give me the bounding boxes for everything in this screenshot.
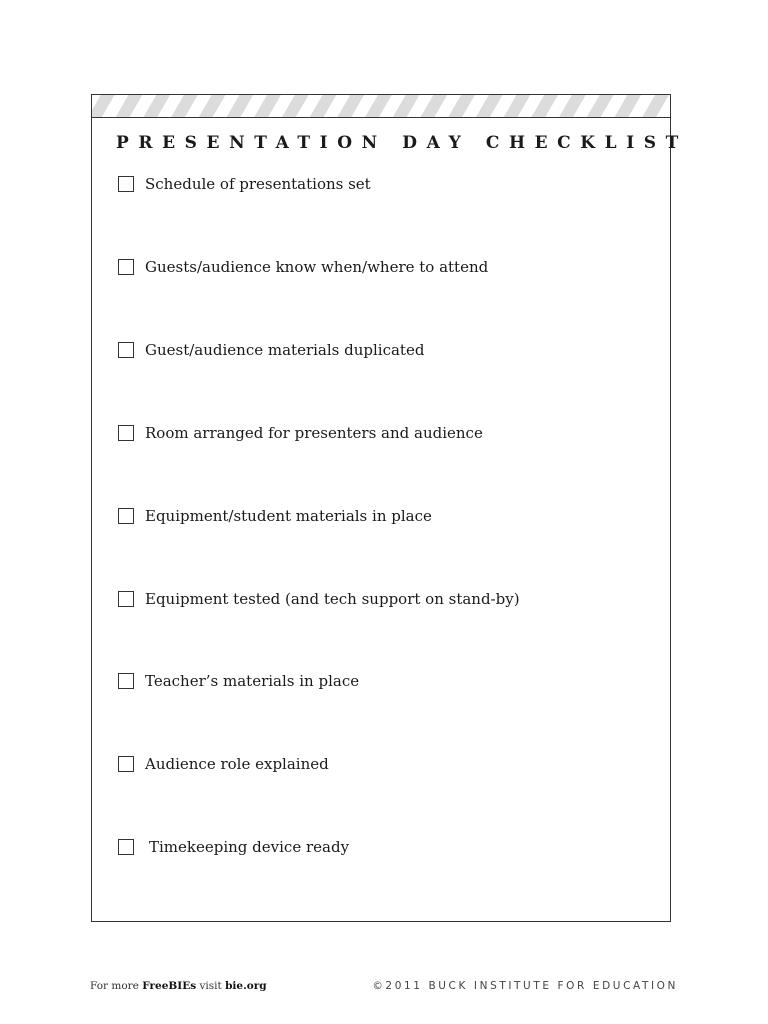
checklist-item-label: Equipment/student materials in place <box>145 507 432 525</box>
checklist-item-label: Schedule of presentations set <box>145 175 371 193</box>
checklist-item-label: Audience role explained <box>145 755 329 773</box>
checklist-item-label: Guest/audience materials duplicated <box>145 341 425 359</box>
checklist-item[interactable] <box>118 505 432 527</box>
checkbox[interactable] <box>118 425 134 441</box>
footer-prefix: For more <box>90 980 143 992</box>
checkbox[interactable] <box>118 673 134 689</box>
checkbox[interactable] <box>118 342 134 358</box>
checklist-item-label: Teacher’s materials in place <box>145 672 360 690</box>
footer-visit: visit <box>196 980 226 992</box>
checklist-item[interactable] <box>118 422 483 444</box>
checklist-item[interactable] <box>118 339 424 361</box>
checklist-item-label: Guests/audience know when/where to attend <box>145 258 489 276</box>
checkbox[interactable] <box>118 756 134 772</box>
checklist-title: PRESENTATION DAY CHECKLIST <box>116 133 688 153</box>
footer-site-link[interactable]: bie.org <box>225 980 267 992</box>
checkbox[interactable] <box>118 176 134 192</box>
checkbox[interactable] <box>118 839 134 855</box>
checklist-item-label: Room arranged for presenters and audience <box>145 424 483 442</box>
checklist-item-label: Timekeeping device ready <box>149 838 350 856</box>
checklist-item[interactable] <box>118 588 520 610</box>
checklist-item[interactable] <box>118 670 359 692</box>
checklist-item-label: Equipment tested (and tech support on stand-by) <box>145 590 520 608</box>
checkbox[interactable] <box>118 259 134 275</box>
checkbox[interactable] <box>118 591 134 607</box>
checklist-card <box>91 94 688 922</box>
footer-copyright: ©2011 BUCK INSTITUTE FOR EDUCATION <box>372 980 678 992</box>
checklist-item[interactable] <box>118 256 488 278</box>
checklist-item[interactable] <box>118 836 349 858</box>
checklist-item[interactable] <box>118 173 371 195</box>
decorative-stripe-bar <box>92 95 670 118</box>
checkbox[interactable] <box>118 508 134 524</box>
footer-freebies-note <box>90 980 267 992</box>
checklist-item[interactable] <box>118 753 329 775</box>
footer-freebies: FreeBIEs <box>142 980 197 992</box>
